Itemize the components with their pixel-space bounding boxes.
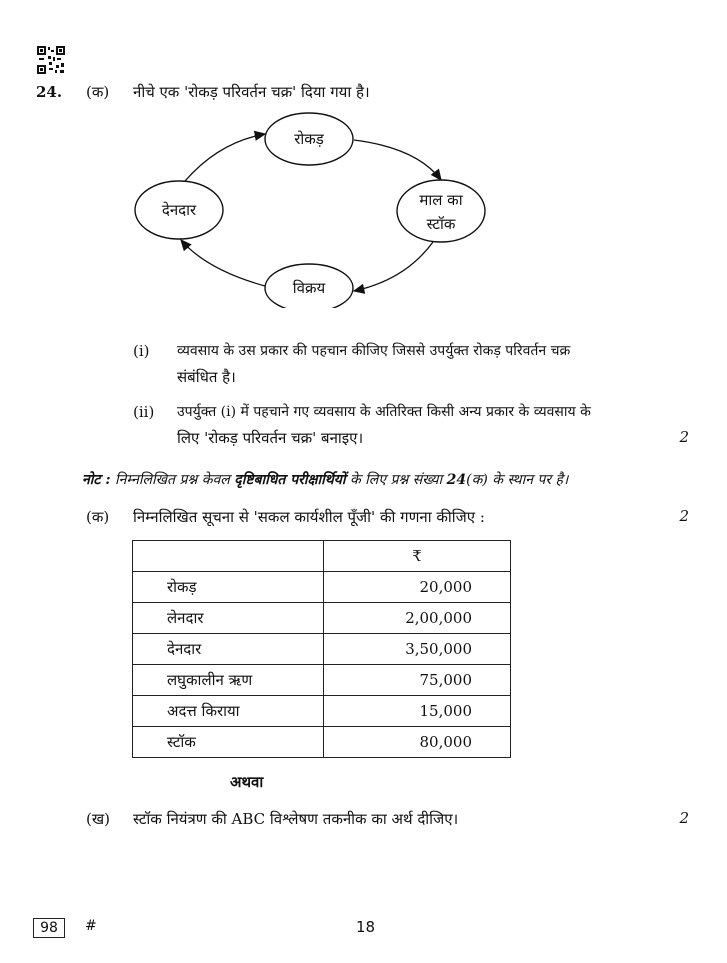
table-cell-item: लेनदार: [133, 603, 324, 634]
sub-ii-label: (ii): [133, 403, 155, 421]
marks-part-b: 2: [679, 809, 689, 827]
qr-code-icon: [37, 46, 65, 74]
sub-i-line2: संबंधित है।: [177, 368, 236, 386]
table-cell-value: 80,000: [324, 727, 511, 758]
cycle-label-stock-line1: माल का: [419, 191, 463, 209]
sub-ii-line1: उपर्युक्त (i) में पहचाने गए व्यवसाय के अतिरिक्त किसी अन्य प्रकार के व्यवसाय के: [177, 404, 591, 420]
cycle-label-sales: विक्रय: [292, 279, 326, 297]
table-cell-item: रोकड़: [133, 572, 324, 603]
table-cell-value: 2,00,000: [324, 603, 511, 634]
note-qnum: 24: [446, 472, 467, 488]
table-row: [133, 603, 511, 634]
table-cell-value: 3,50,000: [324, 634, 511, 665]
table-cell-item: अदत्त किराया: [133, 696, 324, 727]
note-text3: (क) के स्थान पर है।: [466, 472, 569, 488]
part-a-label: (क): [86, 83, 110, 101]
note-prefix: नोट :: [82, 472, 111, 488]
table-cell-value: 20,000: [324, 572, 511, 603]
table-cell-value: 75,000: [324, 665, 511, 696]
arrow-bottom-to-left: [181, 240, 265, 286]
note-line: [82, 470, 568, 490]
table-row: [133, 665, 511, 696]
marks-q24a: 2: [679, 428, 689, 446]
part-b-text: स्टॉक नियंत्रण की ABC विश्लेषण तकनीक का अर्थ दीजिए।: [133, 810, 459, 828]
marks-alt: 2: [679, 507, 689, 525]
page-number: 18: [356, 918, 376, 936]
table-header-row: [133, 541, 511, 572]
working-capital-table: [132, 540, 511, 758]
note-bold: दृष्टिबाधित परीक्षार्थियों: [234, 472, 346, 488]
footer-hash: #: [85, 918, 97, 934]
table-row: [133, 572, 511, 603]
sub-i-line1: व्यवसाय के उस प्रकार की पहचान कीजिए जिससे उपर्युक्त रोकड़ परिवर्तन चक्र: [177, 343, 571, 359]
cycle-label-debtors: देनदार: [161, 201, 197, 219]
sub-i-label: (i): [133, 342, 150, 360]
arrow-top-to-right: [354, 140, 441, 180]
table-cell-value: 15,000: [324, 696, 511, 727]
question-number: 24.: [36, 83, 63, 101]
note-text1: निम्नलिखित प्रश्न केवल: [110, 472, 235, 488]
arrow-left-to-top: [185, 134, 265, 181]
table-cell-item: स्टॉक: [133, 727, 324, 758]
table-cell-item: लघुकालीन ऋण: [133, 665, 324, 696]
cycle-label-stock-line2: स्टॉक: [426, 215, 456, 233]
cycle-label-cash: रोकड़: [294, 130, 324, 148]
sub-ii-line2: लिए 'रोकड़ परिवर्तन चक्र' बनाइए।: [177, 429, 364, 447]
table-cell-item: देनदार: [133, 634, 324, 665]
note-text2: के लिए प्रश्न संख्या: [345, 472, 447, 488]
question-intro: नीचे एक 'रोकड़ परिवर्तन चक्र' दिया गया है।: [133, 83, 370, 101]
table-row: [133, 696, 511, 727]
alt-part-label: (क): [86, 508, 110, 526]
part-b-label: (ख): [86, 810, 110, 828]
table-row: [133, 634, 511, 665]
or-separator: अथवा: [230, 773, 264, 791]
table-header-item: [133, 541, 324, 572]
table-row: [133, 727, 511, 758]
arrow-right-to-bottom: [354, 242, 433, 291]
cash-conversion-cycle-diagram: [125, 108, 505, 308]
table-header-currency: ₹: [324, 541, 511, 572]
alt-question-text: निम्नलिखित सूचना से 'सकल कार्यशील पूँजी' की गणना कीजिए :: [133, 508, 485, 526]
paper-code-box: 98: [33, 918, 65, 938]
